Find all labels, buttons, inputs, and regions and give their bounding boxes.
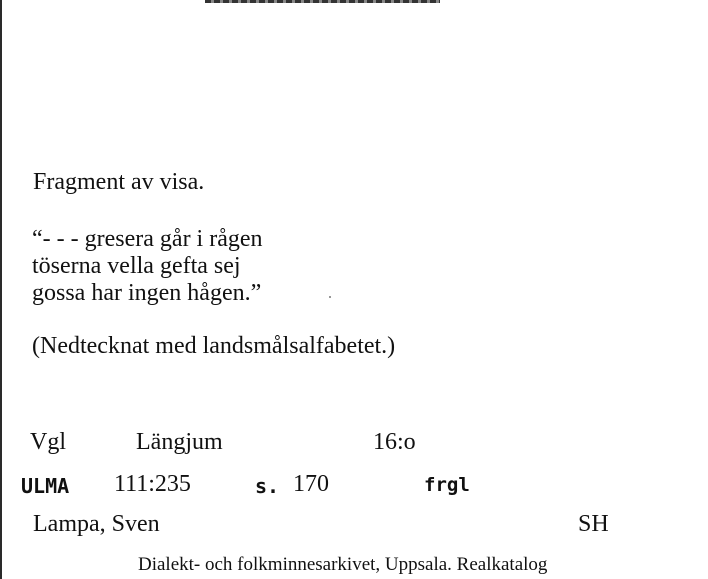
transcription-note: (Nedtecknat med landsmålsalfabetet.) [32, 333, 396, 359]
category-code: frgl [424, 474, 470, 496]
card-title: Fragment av visa. [33, 169, 205, 195]
ink-speck [329, 296, 331, 298]
verse-line: gossa har ingen hågen.” [32, 280, 262, 306]
verse-block [32, 226, 263, 307]
verse-line: “- - - gresera går i rågen [32, 226, 263, 252]
archive-code: ULMA [21, 474, 70, 498]
year-code: 16:o [373, 429, 416, 455]
card-left-border [0, 0, 2, 579]
place-name: Längjum [136, 429, 223, 455]
verse-line: töserna vella gefta sej [32, 253, 241, 279]
page-label: s. [255, 474, 280, 498]
card-footer: Dialekt- och folkminnesarkivet, Uppsala. Realkatalog [138, 554, 548, 575]
page-number: 170 [293, 471, 329, 497]
region-code: Vgl [30, 429, 66, 455]
card-top-edge [205, 0, 440, 3]
collector-name: Lampa, Sven [33, 511, 160, 537]
archive-number: 111:235 [114, 471, 191, 497]
initials: SH [578, 511, 609, 537]
